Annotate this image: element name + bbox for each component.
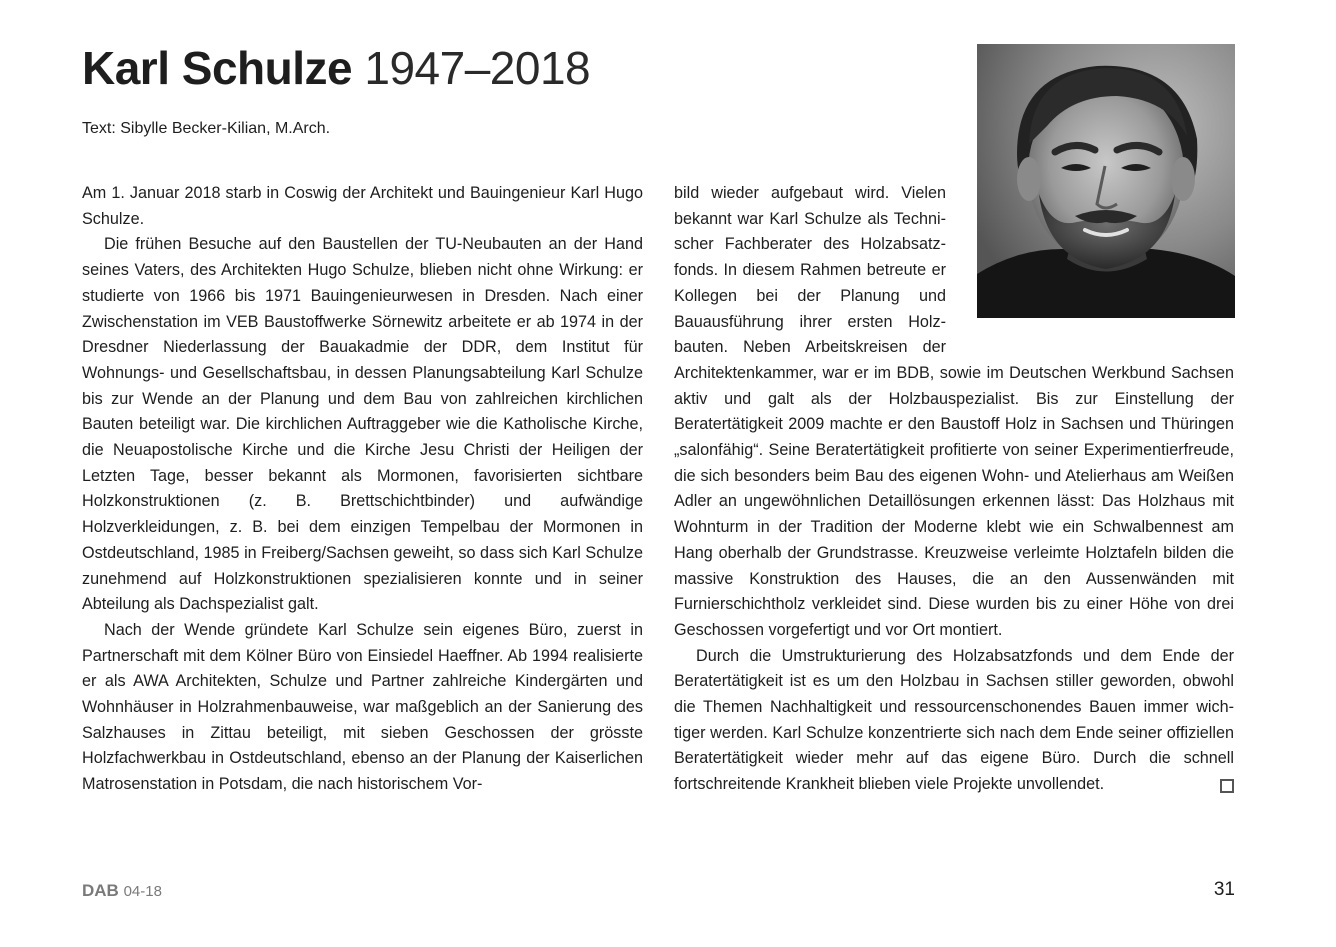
paragraph-text: Durch die Umstrukturierung des Holzabsatzfonds und dem Ende der Beratertätigkeit ist es um den Holzbau in Sachsen stiller geworden, obwohl die Themen Nachhaltigkeit und ressourcenschonendes Bauen immer wichtiger werden. Karl Schulze konzentrierte sich nach dem Ende seiner offiziellen Beratertätigkeit wieder mehr auf das eigene Büro. Durch die schnell fortschreitende Krankheit blieben viele Projekte unvollendet.: [674, 646, 1234, 794]
magazine-name: DAB: [82, 881, 119, 900]
footer-magazine: [82, 879, 162, 904]
issue-number: 04-18: [123, 883, 162, 900]
title-years: 1947–2018: [364, 42, 591, 94]
paragraph: Die frühen Besuche auf den Baustellen der TU-Neubauten an der Hand seines Vaters, des Architekten Hugo Schulze, blieben nicht ohne Wirkung: er studierte von 1966 bis 1971 Bauingenieurwesen in Dresden. Nach einer Zwischenstation im VEB Baustoffwerke Sörnewitz arbeitete er ab 1974 in der Dresdner Niederlassung der Bauakadmie der DDR, dem Institut für Wohnungs- und Gesellschaftsbau, in dessen Planungsabteilung Karl Schulze bis zur Wende an der Planung und dem Bau von zahlreichen kirchlichen Bauten beteiligt war. Die kirchlichen Auftraggeber wie die Katholische Kirche, die Neuapostolische Kirche und die Kirche Jesu Christi der Heiligen der Letzten Tage, besser bekannt als Mormonen, favorisierten sichtbare Holzkonstruktionen (z. B. Brettschichtbinder) und aufwändige Holzverkleidungen, z. B. bei dem einzigen Tempelbau der Mormonen in Ostdeutschland, 1985 in Freiberg/Sachsen geweiht, so dass sich Karl Schulze zunehmend auf Holzkonstruktionen spezialisieren konnte und in seiner Abteilung als Dachspezialist galt.: [82, 235, 643, 614]
byline: Text: Sibylle Becker-Kilian, M.Arch.: [82, 120, 331, 137]
title-name: Karl Schulze: [82, 42, 353, 94]
paragraph: Am 1. Januar 2018 starb in Coswig der Architekt und Bauingenieur Karl Hugo Schulze.: [82, 184, 643, 228]
paragraph-last: [674, 644, 1234, 798]
text-column-right: [674, 181, 1234, 798]
paragraph: Nach der Wende gründete Karl Schulze sein eigenes Büro, zuerst in Partnerschaft mit dem Kölner Büro von Einsiedel Haeffner. Ab 1994 realisierte er als AWA Architekten, Schulze und Partner zahlreiche Kindergärten und Wohnhäuser in Holzrahmenbauweise, war maßgeblich an der Sanierung des Salzhauses in Zittau beteiligt, mit sieben Geschossen der grösste Holzfachwerkbau in Ostdeutschland, ebenso an der Planung der Kaiserlichen Matrosenstation in Potsdam, die nach historischem Vor-: [82, 620, 643, 794]
text-column-left: [82, 181, 643, 798]
article-title: [82, 40, 590, 96]
end-mark-icon: [1220, 779, 1234, 793]
photo-wrap-spacer: [946, 181, 1234, 351]
paragraph: bild wieder aufgebaut wird. Vielen bekannt war Karl Schulze als Technischer Fachberater des Holzabsatzfonds. In diesem Rahmen betreute er Kollegen bei der Planung und Bauausführung ihrer ersten Holzbauten. Neben Arbeitskreisen der Architektenkammer, war er im BDB, sowie im Deutschen Werkbund Sachsen aktiv und galt als der Holzbauspezialist. Bis zur Einstellung der Beratertätigkeit 2009 machte er den Baustoff Holz in Sachsen und Thüringen „salonfähig“. Seine Beratertätigkeit profitierte von seiner Experimentierfreude, die sich besonders beim Bau des eigenen Wohn- und Atelierhaus am Weißen Adler an ungewöhnlichen Detaillösungen erkennen lässt: Das Holzhaus mit Wohnturm in der Tradition der Moderne klebt wie ein Schwalbennest am Hang oberhalb der Grundstrasse. Kreuzweise verleimte Holztafeln bilden die massive Konstruktion des Hauses, die an den Aussenwänden mit Furnierschichtholz verkleidet sind. Diese wurden bis zu einer Höhe von drei Geschossen vorgefertigt und vor Ort montiert.: [674, 184, 1234, 639]
page-number: 31: [1213, 879, 1235, 900]
